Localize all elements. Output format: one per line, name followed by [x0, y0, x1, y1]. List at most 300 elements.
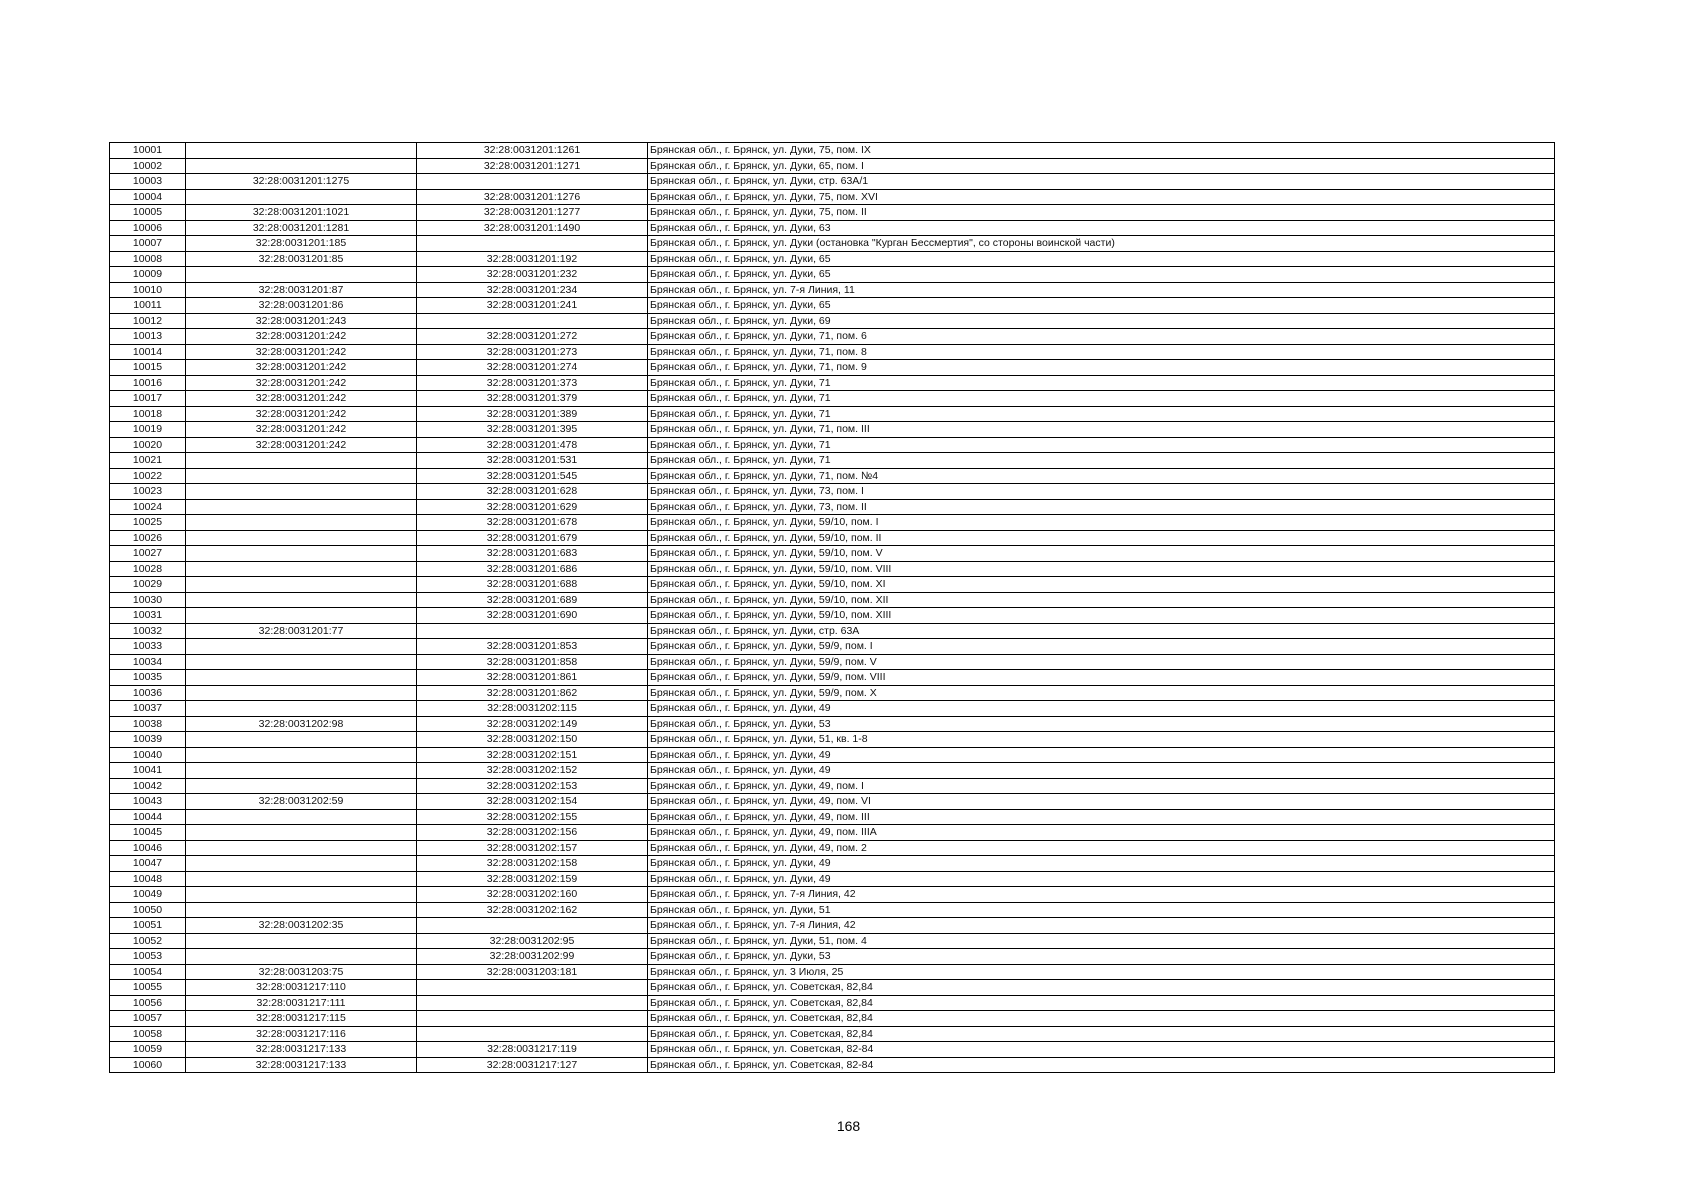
- address-cell: Брянская обл., г. Брянск, ул. Дуки, 51: [648, 902, 1555, 918]
- address-cell: Брянская обл., г. Брянск, ул. Дуки, 49, пом. IIIА: [648, 825, 1555, 841]
- cadastral-number-cell: 32:28:0031202:158: [417, 856, 648, 872]
- address-cell: Брянская обл., г. Брянск, ул. Дуки, 71: [648, 391, 1555, 407]
- table-row: [110, 871, 1555, 887]
- cadastral-number-cell: 32:28:0031201:689: [417, 592, 648, 608]
- row-number-cell: 10034: [110, 654, 186, 670]
- address-cell: Брянская обл., г. Брянск, ул. Дуки, 65: [648, 251, 1555, 267]
- row-number-cell: 10058: [110, 1026, 186, 1042]
- cadastral-number-cell: 32:28:0031201:683: [417, 546, 648, 562]
- address-cell: Брянская обл., г. Брянск, ул. Дуки, 69: [648, 313, 1555, 329]
- cadastral-number-cell: [186, 809, 417, 825]
- cadastral-number-cell: [186, 856, 417, 872]
- address-cell: Брянская обл., г. Брянск, ул. Советская, 82,84: [648, 1011, 1555, 1027]
- address-cell: Брянская обл., г. Брянск, ул. Дуки, 75, пом. XVI: [648, 189, 1555, 205]
- cadastral-number-cell: 32:28:0031201:242: [186, 329, 417, 345]
- address-cell: Брянская обл., г. Брянск, ул. Дуки, стр. 63А: [648, 623, 1555, 639]
- row-number-cell: 10039: [110, 732, 186, 748]
- cadastral-number-cell: [417, 1011, 648, 1027]
- row-number-cell: 10006: [110, 220, 186, 236]
- cadastral-number-cell: 32:28:0031201:273: [417, 344, 648, 360]
- cadastral-number-cell: [186, 608, 417, 624]
- table-row: [110, 143, 1555, 159]
- row-number-cell: 10015: [110, 360, 186, 376]
- cadastral-number-cell: [186, 468, 417, 484]
- address-cell: Брянская обл., г. Брянск, ул. Дуки, 59/9, пом. X: [648, 685, 1555, 701]
- table-row: [110, 267, 1555, 283]
- cadastral-number-cell: [186, 902, 417, 918]
- table-row: [110, 1057, 1555, 1073]
- address-cell: Брянская обл., г. Брянск, ул. Советская, 82,84: [648, 995, 1555, 1011]
- row-number-cell: 10050: [110, 902, 186, 918]
- cadastral-number-cell: [186, 639, 417, 655]
- cadastral-number-cell: [186, 654, 417, 670]
- address-cell: Брянская обл., г. Брянск, ул. Дуки, 71: [648, 453, 1555, 469]
- cadastral-number-cell: 32:28:0031201:628: [417, 484, 648, 500]
- cadastral-number-cell: 32:28:0031201:629: [417, 499, 648, 515]
- address-cell: Брянская обл., г. Брянск, ул. Дуки, 59/9, пом. VIII: [648, 670, 1555, 686]
- table-row: [110, 360, 1555, 376]
- address-cell: Брянская обл., г. Брянск, ул. Дуки, 49: [648, 701, 1555, 717]
- table-row: [110, 840, 1555, 856]
- address-cell: Брянская обл., г. Брянск, ул. Дуки, 71: [648, 437, 1555, 453]
- address-cell: Брянская обл., г. Брянск, ул. Дуки, 51, пом. 4: [648, 933, 1555, 949]
- row-number-cell: 10059: [110, 1042, 186, 1058]
- cadastral-number-cell: [186, 732, 417, 748]
- address-cell: Брянская обл., г. Брянск, ул. Дуки, 59/10, пом. V: [648, 546, 1555, 562]
- address-cell: Брянская обл., г. Брянск, ул. Дуки, 51, кв. 1-8: [648, 732, 1555, 748]
- row-number-cell: 10029: [110, 577, 186, 593]
- cadastral-number-cell: 32:28:0031201:690: [417, 608, 648, 624]
- cadastral-number-cell: 32:28:0031217:133: [186, 1042, 417, 1058]
- cadastral-number-cell: 32:28:0031202:115: [417, 701, 648, 717]
- table-row: [110, 747, 1555, 763]
- table-row: [110, 220, 1555, 236]
- cadastral-number-cell: [417, 236, 648, 252]
- row-number-cell: 10005: [110, 205, 186, 221]
- cadastral-number-cell: 32:28:0031201:531: [417, 453, 648, 469]
- cadastral-number-cell: [186, 546, 417, 562]
- address-cell: Брянская обл., г. Брянск, ул. Дуки, 59/10, пом. XII: [648, 592, 1555, 608]
- row-number-cell: 10012: [110, 313, 186, 329]
- table-row: [110, 670, 1555, 686]
- cadastral-number-cell: [186, 561, 417, 577]
- table-row: [110, 530, 1555, 546]
- cadastral-number-cell: [186, 143, 417, 159]
- table-row: [110, 763, 1555, 779]
- cadastral-number-cell: 32:28:0031201:678: [417, 515, 648, 531]
- cadastral-number-cell: [186, 933, 417, 949]
- cadastral-number-cell: [186, 530, 417, 546]
- table-row: [110, 561, 1555, 577]
- cadastral-number-cell: 32:28:0031201:192: [417, 251, 648, 267]
- cadastral-number-cell: 32:28:0031202:151: [417, 747, 648, 763]
- table-row: [110, 484, 1555, 500]
- row-number-cell: 10048: [110, 871, 186, 887]
- row-number-cell: 10007: [110, 236, 186, 252]
- address-cell: Брянская обл., г. Брянск, ул. Дуки, 59/10, пом. XI: [648, 577, 1555, 593]
- table-row: [110, 282, 1555, 298]
- row-number-cell: 10030: [110, 592, 186, 608]
- table-row: [110, 949, 1555, 965]
- cadastral-number-cell: 32:28:0031201:87: [186, 282, 417, 298]
- cadastral-number-cell: 32:28:0031201:242: [186, 437, 417, 453]
- table-row: [110, 391, 1555, 407]
- row-number-cell: 10008: [110, 251, 186, 267]
- cadastral-number-cell: 32:28:0031202:160: [417, 887, 648, 903]
- address-cell: Брянская обл., г. Брянск, ул. Советская, 82,84: [648, 980, 1555, 996]
- row-number-cell: 10041: [110, 763, 186, 779]
- table-row: [110, 313, 1555, 329]
- cadastral-number-cell: [186, 499, 417, 515]
- table-row: [110, 732, 1555, 748]
- table-row: [110, 701, 1555, 717]
- row-number-cell: 10056: [110, 995, 186, 1011]
- cadastral-number-cell: [417, 918, 648, 934]
- address-cell: Брянская обл., г. Брянск, ул. Дуки, 49: [648, 871, 1555, 887]
- table-row: [110, 608, 1555, 624]
- address-cell: Брянская обл., г. Брянск, ул. Советская, 82,84: [648, 1026, 1555, 1042]
- cadastral-number-cell: 32:28:0031202:98: [186, 716, 417, 732]
- row-number-cell: 10003: [110, 174, 186, 190]
- table-row: [110, 887, 1555, 903]
- cadastral-number-cell: 32:28:0031201:85: [186, 251, 417, 267]
- row-number-cell: 10049: [110, 887, 186, 903]
- cadastral-number-cell: 32:28:0031201:86: [186, 298, 417, 314]
- address-cell: Брянская обл., г. Брянск, ул. Дуки, 71, пом. 6: [648, 329, 1555, 345]
- table-row: [110, 406, 1555, 422]
- cadastral-number-cell: 32:28:0031202:156: [417, 825, 648, 841]
- table-row: [110, 251, 1555, 267]
- table-row: [110, 794, 1555, 810]
- cadastral-number-cell: 32:28:0031201:1271: [417, 158, 648, 174]
- cadastral-number-cell: [186, 670, 417, 686]
- cadastral-number-cell: 32:28:0031201:373: [417, 375, 648, 391]
- cadastral-number-cell: 32:28:0031201:686: [417, 561, 648, 577]
- table-row: [110, 856, 1555, 872]
- row-number-cell: 10019: [110, 422, 186, 438]
- cadastral-number-cell: 32:28:0031201:545: [417, 468, 648, 484]
- table-row: [110, 964, 1555, 980]
- cadastral-number-cell: 32:28:0031201:1276: [417, 189, 648, 205]
- cadastral-number-cell: [417, 174, 648, 190]
- address-cell: Брянская обл., г. Брянск, ул. Дуки, 71: [648, 375, 1555, 391]
- address-cell: Брянская обл., г. Брянск, ул. Дуки, 65: [648, 267, 1555, 283]
- cadastral-number-cell: 32:28:0031201:272: [417, 329, 648, 345]
- row-number-cell: 10013: [110, 329, 186, 345]
- cadastral-number-cell: 32:28:0031217:115: [186, 1011, 417, 1027]
- row-number-cell: 10026: [110, 530, 186, 546]
- address-cell: Брянская обл., г. Брянск, ул. Дуки, 59/9, пом. V: [648, 654, 1555, 670]
- row-number-cell: 10052: [110, 933, 186, 949]
- row-number-cell: 10032: [110, 623, 186, 639]
- cadastral-number-cell: 32:28:0031201:242: [186, 406, 417, 422]
- row-number-cell: 10044: [110, 809, 186, 825]
- cadastral-number-cell: 32:28:0031217:110: [186, 980, 417, 996]
- row-number-cell: 10038: [110, 716, 186, 732]
- row-number-cell: 10053: [110, 949, 186, 965]
- row-number-cell: 10023: [110, 484, 186, 500]
- cadastral-number-cell: 32:28:0031201:853: [417, 639, 648, 655]
- row-number-cell: 10045: [110, 825, 186, 841]
- row-number-cell: 10046: [110, 840, 186, 856]
- address-cell: Брянская обл., г. Брянск, ул. Дуки, 65, пом. I: [648, 158, 1555, 174]
- row-number-cell: 10036: [110, 685, 186, 701]
- cadastral-number-cell: 32:28:0031202:95: [417, 933, 648, 949]
- table-row: [110, 174, 1555, 190]
- row-number-cell: 10060: [110, 1057, 186, 1073]
- cadastral-number-cell: 32:28:0031217:133: [186, 1057, 417, 1073]
- registry-table-body: [110, 143, 1555, 1073]
- address-cell: Брянская обл., г. Брянск, ул. 7-я Линия, 42: [648, 887, 1555, 903]
- table-row: [110, 778, 1555, 794]
- address-cell: Брянская обл., г. Брянск, ул. Дуки, 49: [648, 763, 1555, 779]
- cadastral-number-cell: 32:28:0031202:149: [417, 716, 648, 732]
- cadastral-number-cell: 32:28:0031201:1275: [186, 174, 417, 190]
- address-cell: Брянская обл., г. Брянск, ул. Дуки, 59/10, пом. VIII: [648, 561, 1555, 577]
- cadastral-number-cell: 32:28:0031201:234: [417, 282, 648, 298]
- table-row: [110, 546, 1555, 562]
- address-cell: Брянская обл., г. Брянск, ул. Дуки, 49, пом. 2: [648, 840, 1555, 856]
- cadastral-number-cell: [417, 980, 648, 996]
- address-cell: Брянская обл., г. Брянск, ул. Дуки, 71, пом. 9: [648, 360, 1555, 376]
- cadastral-number-cell: [186, 747, 417, 763]
- row-number-cell: 10033: [110, 639, 186, 655]
- table-row: [110, 437, 1555, 453]
- row-number-cell: 10004: [110, 189, 186, 205]
- cadastral-number-cell: [186, 778, 417, 794]
- address-cell: Брянская обл., г. Брянск, ул. Дуки, 49, пом. III: [648, 809, 1555, 825]
- address-cell: Брянская обл., г. Брянск, ул. Дуки, 65: [648, 298, 1555, 314]
- cadastral-number-cell: [186, 577, 417, 593]
- cadastral-number-cell: 32:28:0031201:688: [417, 577, 648, 593]
- cadastral-number-cell: [186, 484, 417, 500]
- cadastral-number-cell: [417, 623, 648, 639]
- table-row: [110, 809, 1555, 825]
- cadastral-number-cell: 32:28:0031201:1281: [186, 220, 417, 236]
- cadastral-number-cell: 32:28:0031202:150: [417, 732, 648, 748]
- address-cell: Брянская обл., г. Брянск, ул. Дуки, 75, пом. IX: [648, 143, 1555, 159]
- address-cell: Брянская обл., г. Брянск, ул. Дуки, 63: [648, 220, 1555, 236]
- row-number-cell: 10047: [110, 856, 186, 872]
- table-row: [110, 329, 1555, 345]
- row-number-cell: 10014: [110, 344, 186, 360]
- cadastral-number-cell: 32:28:0031217:116: [186, 1026, 417, 1042]
- address-cell: Брянская обл., г. Брянск, ул. Дуки, 49, пом. I: [648, 778, 1555, 794]
- address-cell: Брянская обл., г. Брянск, ул. Дуки, 59/10, пом. II: [648, 530, 1555, 546]
- cadastral-number-cell: [186, 592, 417, 608]
- address-cell: Брянская обл., г. Брянск, ул. Дуки, 59/9, пом. I: [648, 639, 1555, 655]
- table-row: [110, 933, 1555, 949]
- row-number-cell: 10017: [110, 391, 186, 407]
- cadastral-number-cell: 32:28:0031201:1490: [417, 220, 648, 236]
- table-row: [110, 654, 1555, 670]
- address-cell: Брянская обл., г. Брянск, ул. Дуки, 53: [648, 716, 1555, 732]
- address-cell: Брянская обл., г. Брянск, ул. Дуки, стр. 63А/1: [648, 174, 1555, 190]
- page-number: 168: [836, 1118, 861, 1134]
- row-number-cell: 10018: [110, 406, 186, 422]
- cadastral-number-cell: 32:28:0031217:111: [186, 995, 417, 1011]
- cadastral-number-cell: 32:28:0031201:1021: [186, 205, 417, 221]
- cadastral-number-cell: 32:28:0031201:379: [417, 391, 648, 407]
- address-cell: Брянская обл., г. Брянск, ул. Советская, 82-84: [648, 1042, 1555, 1058]
- row-number-cell: 10027: [110, 546, 186, 562]
- cadastral-number-cell: 32:28:0031201:1261: [417, 143, 648, 159]
- table-row: [110, 980, 1555, 996]
- row-number-cell: 10016: [110, 375, 186, 391]
- cadastral-number-cell: [186, 825, 417, 841]
- row-number-cell: 10022: [110, 468, 186, 484]
- cadastral-number-cell: 32:28:0031201:232: [417, 267, 648, 283]
- cadastral-number-cell: [186, 840, 417, 856]
- table-row: [110, 685, 1555, 701]
- row-number-cell: 10040: [110, 747, 186, 763]
- address-cell: Брянская обл., г. Брянск, ул. Дуки, 49: [648, 856, 1555, 872]
- cadastral-number-cell: [186, 515, 417, 531]
- cadastral-number-cell: 32:28:0031201:242: [186, 344, 417, 360]
- cadastral-number-cell: 32:28:0031202:157: [417, 840, 648, 856]
- cadastral-number-cell: 32:28:0031217:127: [417, 1057, 648, 1073]
- address-cell: Брянская обл., г. Брянск, ул. Дуки, 75, пом. II: [648, 205, 1555, 221]
- table-row: [110, 902, 1555, 918]
- cadastral-number-cell: 32:28:0031202:154: [417, 794, 648, 810]
- cadastral-number-cell: 32:28:0031201:861: [417, 670, 648, 686]
- table-row: [110, 236, 1555, 252]
- table-row: [110, 515, 1555, 531]
- row-number-cell: 10054: [110, 964, 186, 980]
- table-row: [110, 468, 1555, 484]
- address-cell: Брянская обл., г. Брянск, ул. Дуки, 73, пом. II: [648, 499, 1555, 515]
- cadastral-number-cell: 32:28:0031201:395: [417, 422, 648, 438]
- row-number-cell: 10043: [110, 794, 186, 810]
- table-row: [110, 639, 1555, 655]
- address-cell: Брянская обл., г. Брянск, ул. Дуки (остановка "Курган Бессмертия", со стороны воинской части): [648, 236, 1555, 252]
- cadastral-number-cell: 32:28:0031202:59: [186, 794, 417, 810]
- table-row: [110, 205, 1555, 221]
- row-number-cell: 10002: [110, 158, 186, 174]
- address-cell: Брянская обл., г. Брянск, ул. 7-я Линия, 42: [648, 918, 1555, 934]
- cadastral-number-cell: [186, 887, 417, 903]
- table-row: [110, 918, 1555, 934]
- cadastral-number-cell: 32:28:0031203:181: [417, 964, 648, 980]
- row-number-cell: 10028: [110, 561, 186, 577]
- address-cell: Брянская обл., г. Брянск, ул. Дуки, 71, пом. III: [648, 422, 1555, 438]
- cadastral-number-cell: [186, 763, 417, 779]
- cadastral-number-cell: 32:28:0031201:679: [417, 530, 648, 546]
- address-cell: Брянская обл., г. Брянск, ул. 7-я Линия, 11: [648, 282, 1555, 298]
- address-cell: Брянская обл., г. Брянск, ул. Дуки, 73, пом. I: [648, 484, 1555, 500]
- cadastral-number-cell: 32:28:0031201:858: [417, 654, 648, 670]
- cadastral-number-cell: 32:28:0031201:1277: [417, 205, 648, 221]
- address-cell: Брянская обл., г. Брянск, ул. Советская, 82-84: [648, 1057, 1555, 1073]
- cadastral-number-cell: 32:28:0031201:241: [417, 298, 648, 314]
- table-row: [110, 189, 1555, 205]
- cadastral-number-cell: [186, 871, 417, 887]
- cadastral-number-cell: [186, 158, 417, 174]
- cadastral-number-cell: 32:28:0031203:75: [186, 964, 417, 980]
- address-cell: Брянская обл., г. Брянск, ул. Дуки, 71, пом. №4: [648, 468, 1555, 484]
- row-number-cell: 10042: [110, 778, 186, 794]
- cadastral-number-cell: [186, 189, 417, 205]
- cadastral-number-cell: [186, 701, 417, 717]
- row-number-cell: 10024: [110, 499, 186, 515]
- cadastral-number-cell: 32:28:0031201:242: [186, 375, 417, 391]
- row-number-cell: 10021: [110, 453, 186, 469]
- cadastral-number-cell: 32:28:0031201:274: [417, 360, 648, 376]
- cadastral-number-cell: [186, 685, 417, 701]
- address-cell: Брянская обл., г. Брянск, ул. Дуки, 59/10, пом. I: [648, 515, 1555, 531]
- cadastral-number-cell: 32:28:0031201:478: [417, 437, 648, 453]
- table-row: [110, 1011, 1555, 1027]
- row-number-cell: 10020: [110, 437, 186, 453]
- table-row: [110, 623, 1555, 639]
- cadastral-number-cell: [186, 949, 417, 965]
- cadastral-number-cell: [417, 313, 648, 329]
- cadastral-number-cell: 32:28:0031202:152: [417, 763, 648, 779]
- table-row: [110, 716, 1555, 732]
- cadastral-number-cell: 32:28:0031202:153: [417, 778, 648, 794]
- cadastral-number-cell: 32:28:0031217:119: [417, 1042, 648, 1058]
- row-number-cell: 10011: [110, 298, 186, 314]
- table-row: [110, 453, 1555, 469]
- table-row: [110, 422, 1555, 438]
- cadastral-number-cell: 32:28:0031201:77: [186, 623, 417, 639]
- cadastral-number-cell: [417, 1026, 648, 1042]
- row-number-cell: 10001: [110, 143, 186, 159]
- address-cell: Брянская обл., г. Брянск, ул. Дуки, 59/10, пом. XIII: [648, 608, 1555, 624]
- row-number-cell: 10055: [110, 980, 186, 996]
- registry-table: [109, 142, 1555, 1073]
- cadastral-number-cell: 32:28:0031202:162: [417, 902, 648, 918]
- table-row: [110, 592, 1555, 608]
- cadastral-number-cell: 32:28:0031202:35: [186, 918, 417, 934]
- row-number-cell: 10031: [110, 608, 186, 624]
- address-cell: Брянская обл., г. Брянск, ул. Дуки, 49: [648, 747, 1555, 763]
- cadastral-number-cell: 32:28:0031202:155: [417, 809, 648, 825]
- cadastral-number-cell: 32:28:0031202:99: [417, 949, 648, 965]
- address-cell: Брянская обл., г. Брянск, ул. Дуки, 53: [648, 949, 1555, 965]
- table-row: [110, 499, 1555, 515]
- row-number-cell: 10057: [110, 1011, 186, 1027]
- cadastral-number-cell: 32:28:0031202:159: [417, 871, 648, 887]
- address-cell: Брянская обл., г. Брянск, ул. 3 Июля, 25: [648, 964, 1555, 980]
- row-number-cell: 10009: [110, 267, 186, 283]
- cadastral-number-cell: 32:28:0031201:185: [186, 236, 417, 252]
- cadastral-number-cell: 32:28:0031201:862: [417, 685, 648, 701]
- cadastral-number-cell: [186, 267, 417, 283]
- row-number-cell: 10010: [110, 282, 186, 298]
- table-row: [110, 158, 1555, 174]
- cadastral-number-cell: 32:28:0031201:242: [186, 422, 417, 438]
- table-row: [110, 1026, 1555, 1042]
- address-cell: Брянская обл., г. Брянск, ул. Дуки, 71: [648, 406, 1555, 422]
- row-number-cell: 10051: [110, 918, 186, 934]
- table-row: [110, 995, 1555, 1011]
- row-number-cell: 10025: [110, 515, 186, 531]
- table-row: [110, 344, 1555, 360]
- address-cell: Брянская обл., г. Брянск, ул. Дуки, 49, пом. VI: [648, 794, 1555, 810]
- table-row: [110, 298, 1555, 314]
- table-row: [110, 577, 1555, 593]
- row-number-cell: 10035: [110, 670, 186, 686]
- cadastral-number-cell: [417, 995, 648, 1011]
- cadastral-number-cell: 32:28:0031201:242: [186, 360, 417, 376]
- cadastral-number-cell: 32:28:0031201:243: [186, 313, 417, 329]
- row-number-cell: 10037: [110, 701, 186, 717]
- cadastral-number-cell: [186, 453, 417, 469]
- table-row: [110, 375, 1555, 391]
- address-cell: Брянская обл., г. Брянск, ул. Дуки, 71, пом. 8: [648, 344, 1555, 360]
- cadastral-number-cell: 32:28:0031201:242: [186, 391, 417, 407]
